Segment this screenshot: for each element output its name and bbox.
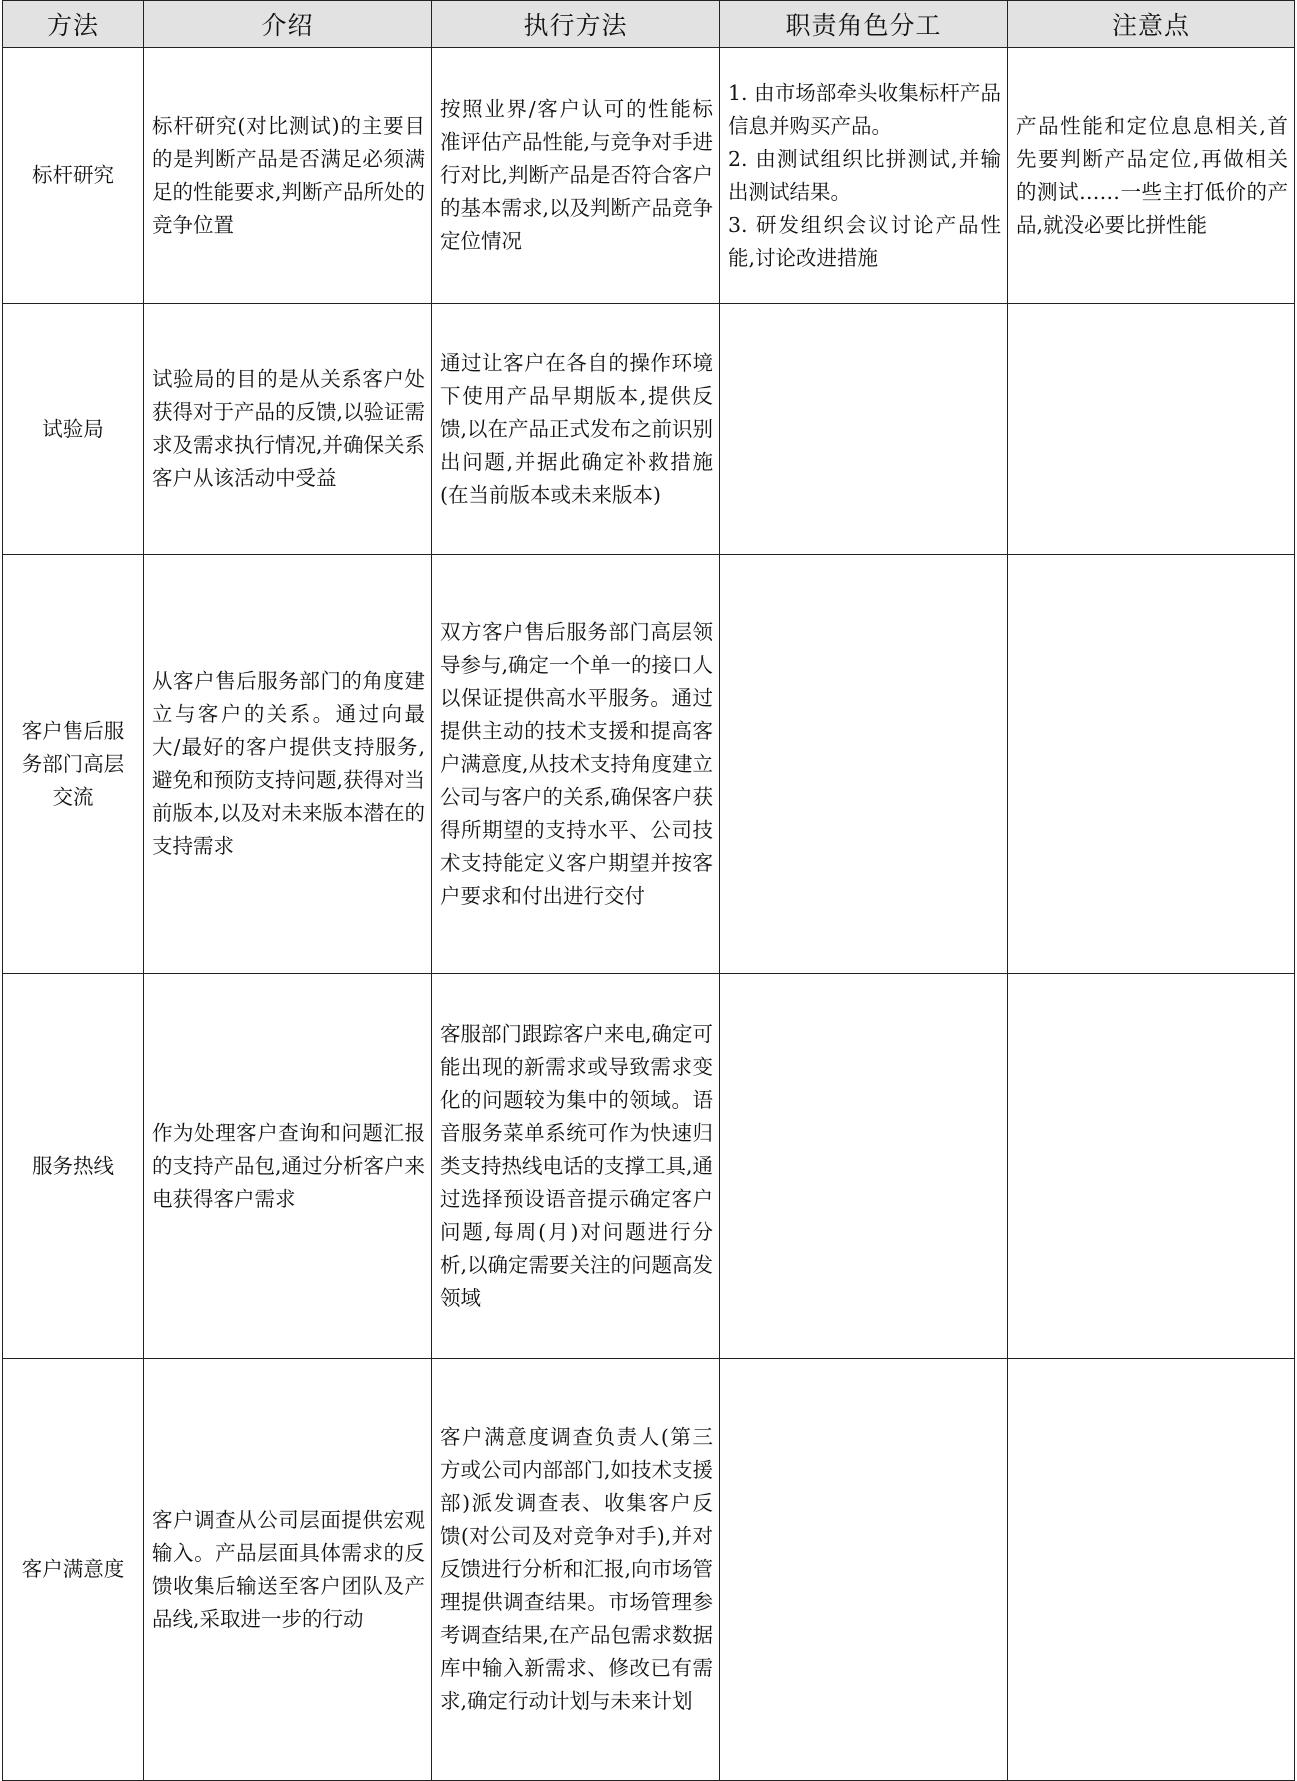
role-step-1: 1. 由市场部牵头收集标杆产品信息并购买产品。: [728, 80, 1001, 138]
header-notes: 注意点: [1008, 1, 1295, 48]
notes-cell: 产品性能和定位息息相关,首先要判断产品定位,再做相关的测试……一些主打低价的产品,就没必要比拼性能: [1008, 48, 1295, 304]
execution-cell: 双方客户售后服务部门高层领导参与,确定一个单一的接口人以保证提供高水平服务。通过提供主动的技术支援和提高客户满意度,从技术支持角度建立公司与客户的关系,确保客户获得所期望的支持水平、公司技术支持能定义客户期望并按客户要求和付出进行交付: [432, 555, 720, 974]
table-row: [3, 304, 1295, 555]
execution-cell: 客户满意度调查负责人(第三方或公司内部部门,如技术支援部)派发调查表、收集客户反馈(对公司及对竞争对手),并对反馈进行分析和汇报,向市场管理提供调查结果。市场管理参考调查结果,在产品包需求数据库中输入新需求、修改已有需求,确定行动计划与未来计划: [432, 1359, 720, 1781]
method-cell: 试验局: [3, 304, 144, 555]
role-step-3: 3. 研发组织会议讨论产品性能,讨论改进措施: [728, 212, 1001, 270]
roles-cell: [720, 1359, 1008, 1781]
header-method: 方法: [3, 1, 144, 48]
table-header: [3, 1, 1295, 48]
method-cell: 服务热线: [3, 974, 144, 1359]
execution-cell: 客服部门跟踪客户来电,确定可能出现的新需求或导致需求变化的问题较为集中的领域。语音服务菜单系统可作为快速归类支持热线电话的支撑工具,通过选择预设语音提示确定客户问题,每周(月)对问题进行分析,以确定需要关注的问题高发领域: [432, 974, 720, 1359]
table-row: [3, 1359, 1295, 1781]
table-body: [3, 48, 1295, 1781]
roles-cell: [720, 304, 1008, 555]
roles-cell: [720, 555, 1008, 974]
table-row: [3, 555, 1295, 974]
intro-cell: 试验局的目的是从关系客户处获得对于产品的反馈,以验证需求及需求执行情况,并确保关系客户从该活动中受益: [144, 304, 432, 555]
execution-cell: 按照业界/客户认可的性能标准评估产品性能,与竞争对手进行对比,判断产品是否符合客户的基本需求,以及判断产品竞争定位情况: [432, 48, 720, 304]
roles-cell: [720, 974, 1008, 1359]
intro-cell: 客户调查从公司层面提供宏观输入。产品层面具体需求的反馈收集后输送至客户团队及产品线,采取进一步的行动: [144, 1359, 432, 1781]
method-cell: 客户满意度: [3, 1359, 144, 1781]
method-cell: 标杆研究: [3, 48, 144, 304]
notes-cell: [1008, 974, 1295, 1359]
execution-cell: 通过让客户在各自的操作环境下使用产品早期版本,提供反馈,以在产品正式发布之前识别出问题,并据此确定补救措施(在当前版本或未来版本): [432, 304, 720, 555]
table-row: [3, 974, 1295, 1359]
table-row: [3, 48, 1295, 304]
intro-cell: 从客户售后服务部门的角度建立与客户的关系。通过向最大/最好的客户提供支持服务,避免和预防支持问题,获得对当前版本,以及对未来版本潜在的支持需求: [144, 555, 432, 974]
notes-cell: [1008, 304, 1295, 555]
roles-cell: [720, 48, 1008, 304]
header-execution: 执行方法: [432, 1, 720, 48]
document-page: [2, 0, 1294, 1781]
header-intro: 介绍: [144, 1, 432, 48]
method-cell: 客户售后服务部门高层交流: [3, 555, 144, 974]
header-roles: 职责角色分工: [720, 1, 1008, 48]
notes-cell: [1008, 555, 1295, 974]
requirements-methods-table: [2, 0, 1295, 1781]
intro-cell: 作为处理客户查询和问题汇报的支持产品包,通过分析客户来电获得客户需求: [144, 974, 432, 1359]
role-step-2: 2. 由测试组织比拼测试,并输出测试结果。: [728, 146, 1001, 204]
notes-cell: [1008, 1359, 1295, 1781]
intro-cell: 标杆研究(对比测试)的主要目的是判断产品是否满足必须满足的性能要求,判断产品所处的竞争位置: [144, 48, 432, 304]
header-row: [3, 1, 1295, 48]
